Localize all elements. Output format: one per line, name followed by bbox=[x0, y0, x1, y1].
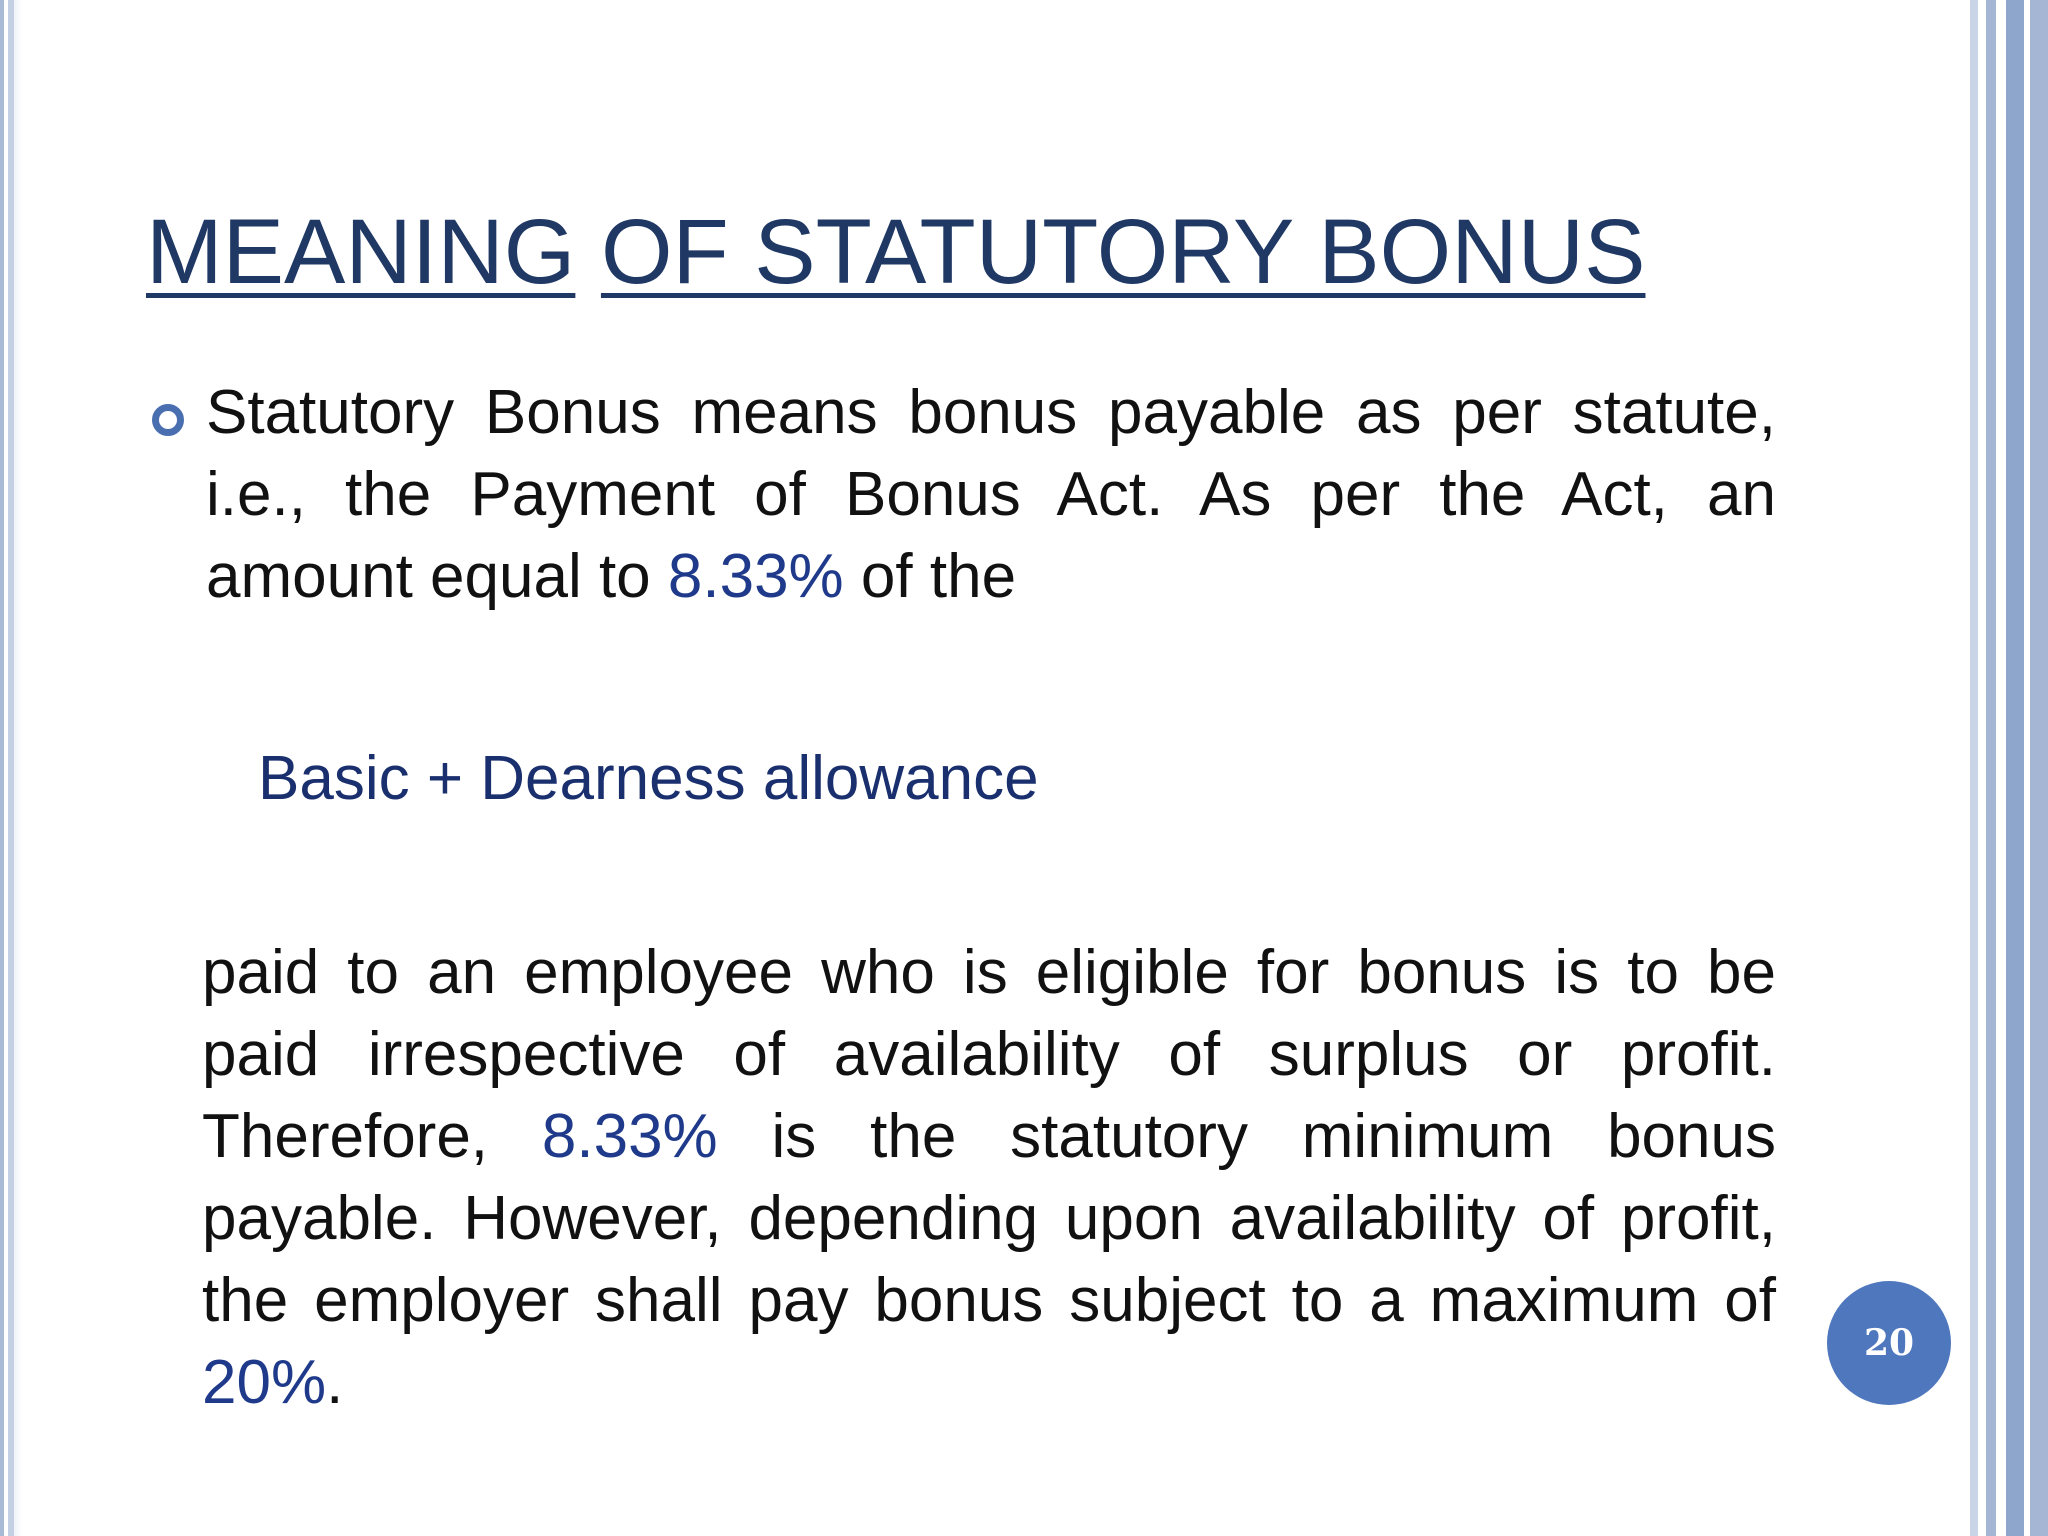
page-number-badge: 20 bbox=[1827, 1281, 1951, 1405]
left-border-decoration bbox=[0, 0, 22, 1536]
slide-title bbox=[146, 201, 1646, 303]
bullet-highlight-percent: 8.33% bbox=[667, 542, 844, 611]
para2-highlight-min-percent: 8.33% bbox=[541, 1102, 718, 1171]
slide bbox=[22, 0, 1962, 1536]
slide-title-part1: MEANING bbox=[146, 201, 576, 303]
para2-text-b: is the statutory minimum bonus payable. However, depending upon availability of profit, the employer shall pay bonus subject to a maximum of bbox=[202, 1102, 1776, 1335]
bullet-text-a: Statutory Bonus means bonus payable as per statute, i.e., the Payment of Bonus Act. As per the Act, an amount equal to bbox=[206, 378, 1776, 611]
continuation-paragraph bbox=[202, 932, 1776, 1424]
formula-text: Basic + Dearness allowance bbox=[258, 744, 1039, 813]
bullet-text-b: of the bbox=[843, 542, 1017, 611]
para2-text-c: . bbox=[326, 1348, 344, 1417]
para2-highlight-max-percent: 20% bbox=[202, 1348, 327, 1417]
slide-title-part2: OF STATUTORY BONUS bbox=[600, 201, 1646, 303]
bullet-paragraph bbox=[206, 372, 1776, 618]
para2-text-a: paid to an employee who is eligible for bonus is to be paid irrespective of availability of surplus or profit. Therefore, bbox=[202, 938, 1776, 1171]
bullet-circle-icon bbox=[152, 404, 184, 436]
right-border-decoration bbox=[1962, 0, 2048, 1536]
